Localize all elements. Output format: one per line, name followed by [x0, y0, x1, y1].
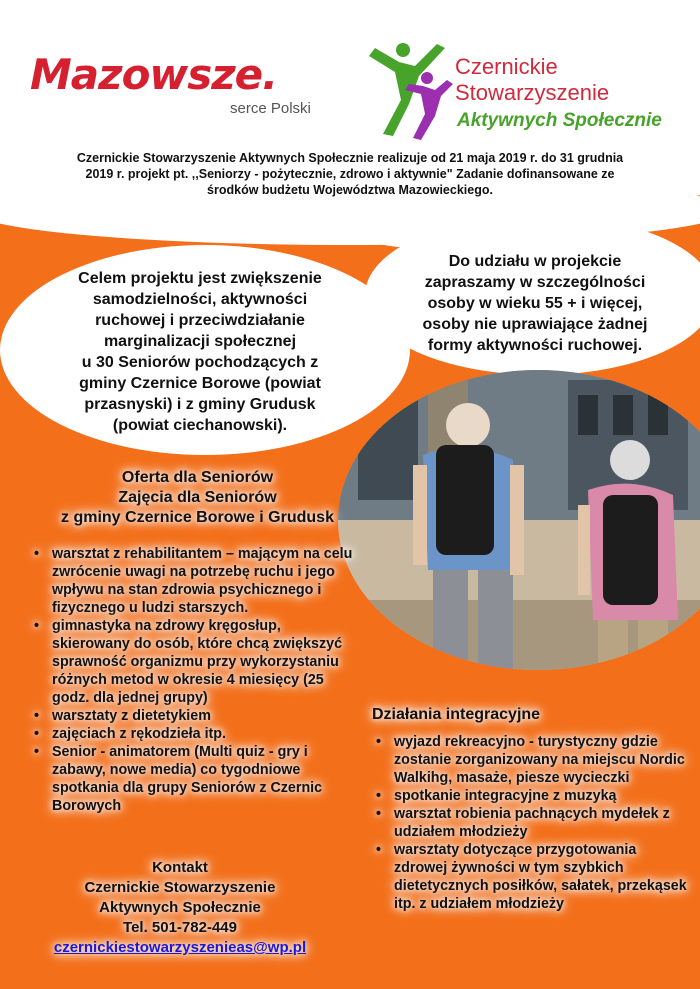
invite-line: osoby nie uprawiające żadnej — [422, 316, 648, 333]
list-item: • wyjazd rekreacyjno - turystyczny gdzie zostanie zorganizowany na miejscu Nordic Walkihg, masaże, piesze wycieczki — [372, 733, 687, 787]
czs-logo — [365, 42, 685, 142]
invite-line: zapraszamy w szczególności — [424, 274, 646, 291]
list-item: • gimnastyka na zdrowy kręgosłup, skierowany do osób, które chcą zwiększyć sprawność organizmu przy wykorzystaniu różnych metod w okresie 4 miesięcy (25 godz. dla jednej grupy) — [30, 617, 360, 707]
czs-logo-line2: Stowarzyszenie — [455, 80, 610, 105]
offer-subtitle: Zajęcia dla Seniorów — [118, 489, 277, 506]
mazowsze-wordmark: Mazowsze. — [30, 50, 278, 99]
list-item: • warsztaty z dietetykiem — [30, 707, 360, 725]
goal-line: przasnyski) i z gminy Grudusk — [84, 396, 316, 413]
list-item: • zajęciach z rękodzieła itp. — [30, 725, 360, 743]
contact-phone: Tel. 501-782-449 — [123, 919, 237, 936]
czs-logo-line3: Aktywnych Społecznie — [457, 110, 662, 131]
list-item: • warsztat z rehabilitantem – mającym na celu zwrócenie uwagi na potrzebę ruchu i jego wpływu na stan zdrowia psychicznego i fizycznego u ludzi starszych. — [30, 545, 360, 617]
list-item: • spotkanie integracyjne z muzyką — [372, 787, 687, 805]
offer-heading — [30, 468, 365, 528]
participation-invite — [385, 251, 685, 356]
offer-title: Oferta dla Seniorów — [121, 469, 274, 486]
integration-list — [372, 733, 687, 913]
contact-org: Aktywnych Społecznie — [99, 899, 261, 916]
contact-block — [20, 858, 340, 958]
intro-text — [20, 150, 680, 198]
seniors-walking-photo — [338, 370, 700, 670]
invite-line: osoby w wieku 55 + i więcej, — [427, 295, 643, 312]
invite-line: Do udziału w projekcie — [448, 253, 622, 270]
goal-line: samodzielności, aktywności — [92, 291, 308, 308]
offer-subtitle: z gminy Czernice Borowe i Grudusk — [61, 509, 334, 526]
contact-email-link[interactable]: czernickiestowarzyszenieas@wp.pl — [53, 939, 307, 956]
two-jumping-people-icon — [365, 42, 455, 142]
goal-line: ruchowej i przeciwdziałanie — [95, 312, 305, 329]
contact-org: Czernickie Stowarzyszenie — [84, 879, 276, 896]
invite-line: formy aktywności ruchowej. — [427, 337, 643, 354]
list-item: • warsztaty dotyczące przygotowania zdrowej żywności w tym szybkich dietetycznych posiłków, sałatek, przekąsek itp. z udziałem młodzieży — [372, 841, 687, 913]
czs-logo-line1: Czernickie — [455, 54, 558, 79]
intro-line: 2019 r. projekt pt. ,,Seniorzy - pożytecznie, zdrowo i aktywnie" Zadanie dofinansowane ze — [85, 167, 615, 181]
project-goal — [45, 268, 355, 436]
contact-title: Kontakt — [152, 859, 208, 876]
integration-title: Działania integracyjne — [372, 706, 541, 723]
goal-line: Celem projektu jest zwiększenie — [78, 270, 322, 287]
offer-list — [30, 545, 360, 815]
goal-line: (powiat ciechanowski). — [112, 417, 288, 434]
list-item: • warsztat robienia pachnących mydełek z udziałem młodzieży — [372, 805, 687, 841]
intro-line: Czernickie Stowarzyszenie Aktywnych Społecznie realizuje od 21 maja 2019 r. do 31 grudnia — [76, 151, 624, 165]
intro-line: środków budżetu Województwa Mazowieckiego. — [207, 183, 493, 197]
goal-line: gminy Czernice Borowe (powiat — [79, 375, 321, 392]
list-item: • Senior - animatorem (Multi quiz - gry i zabawy, nowe media) co tygodniowe spotkania dla grupy Seniorów z Czernic Borowych — [30, 743, 360, 815]
mazowsze-logo — [30, 50, 340, 125]
goal-line: marginalizacji społecznej — [103, 333, 297, 350]
mazowsze-tagline: serce Polski — [230, 100, 311, 117]
goal-line: u 30 Seniorów pochodzących z — [81, 354, 319, 371]
